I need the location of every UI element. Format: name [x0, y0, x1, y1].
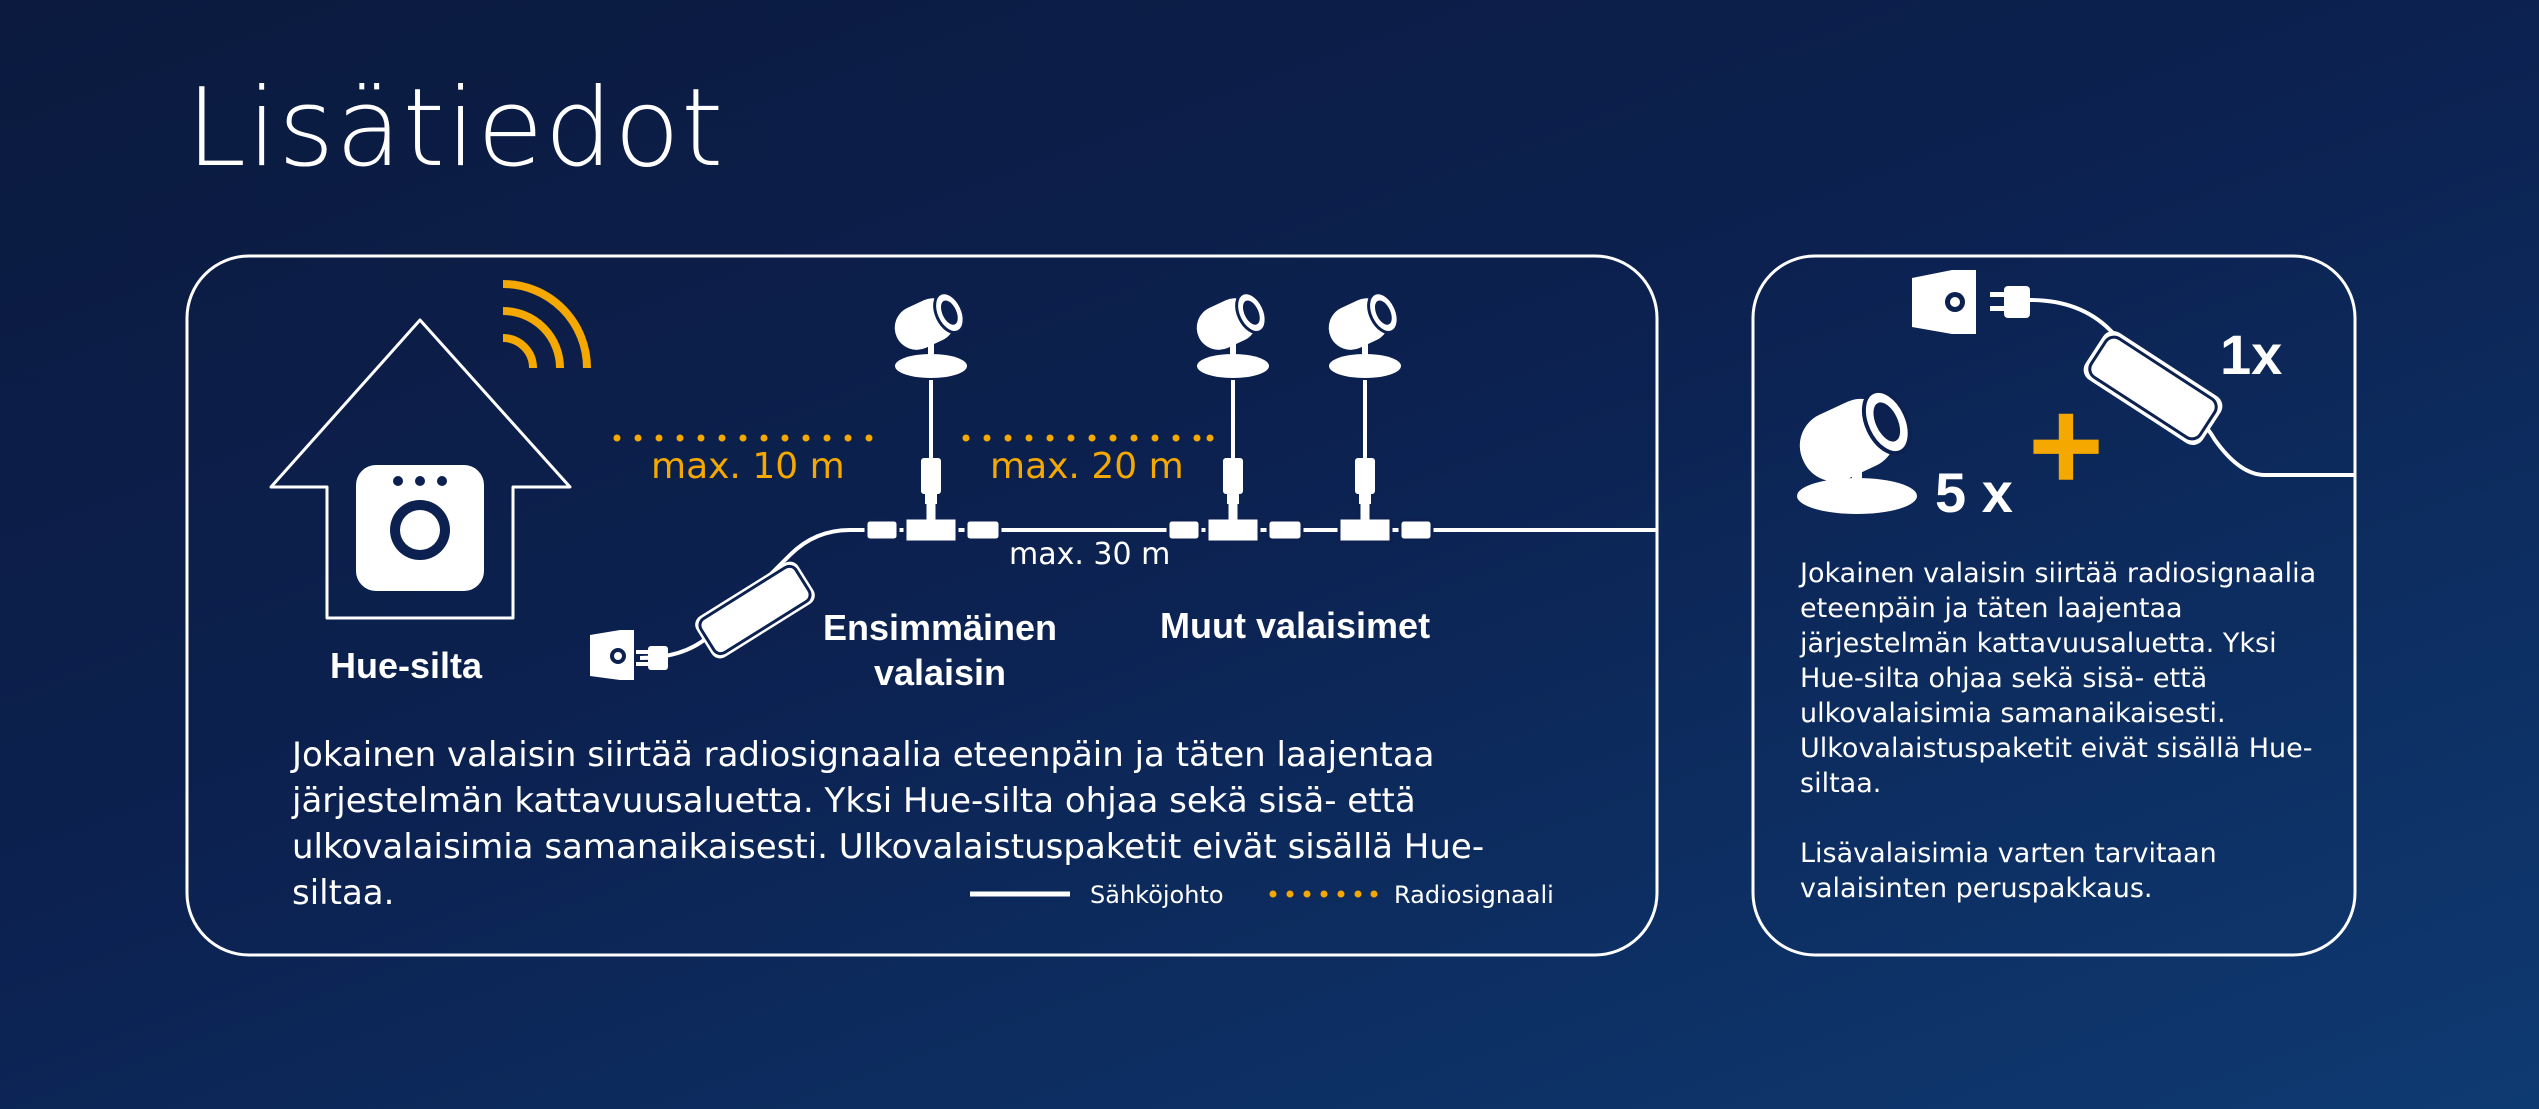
spotlight-icon	[1322, 287, 1405, 378]
range-bridge-label: max. 10 m	[651, 446, 845, 487]
spotlight-icon	[888, 287, 971, 378]
lights-count-label: 5 x	[1935, 461, 2013, 524]
diagram-description: Jokainen valaisin siirtää radiosignaalia eteenpäin ja täten laajentaa järjestelmän kattavuusaluetta. Yksi Hue-silta ohjaa sekä sisä- että ulkovalaisimia samanaikaisesti. Ulkovalaistuspaketit eivät sisällä Hue- siltaa.	[292, 735, 1485, 913]
wifi-signal-icon	[503, 284, 587, 368]
spotlight-icon	[1190, 287, 1273, 378]
other-lights-label: Muut valaisimet	[1160, 605, 1431, 646]
package-description: Jokainen valaisin siirtää radiosignaalia eteenpäin ja täten laajentaa järjestelmän kattavuusaluetta. Yksi Hue-silta ohjaa sekä sisä- että ulkovalaisimia samanaikaisesti. Ulkovalaistuspaketit eivät sisällä Hue- siltaa. Lisävalaisimia varten tarvitaan valaisinten peruspakkaus.	[1800, 558, 2317, 904]
legend-power-label: Sähköjohto	[1090, 881, 1224, 909]
legend-radio-label: Radiosignaali	[1394, 881, 1554, 909]
cable-length-label: max. 30 m	[1009, 537, 1171, 572]
plug-icon	[1990, 286, 2030, 318]
plus-sign: +	[2028, 372, 2104, 518]
hue-bridge-icon	[356, 465, 484, 591]
first-light-label: Ensimmäinen valaisin	[822, 607, 1058, 693]
page-title: Lisätiedot	[186, 66, 725, 191]
wall-socket-icon	[590, 630, 634, 680]
adapter-count-label: 1x	[2220, 323, 2283, 386]
spotlight-icon	[1789, 382, 1920, 514]
bridge-label: Hue-silta	[330, 645, 483, 686]
range-lights-label: max. 20 m	[990, 446, 1184, 487]
wall-socket-icon	[1912, 270, 1976, 334]
radio-signal-dots	[614, 435, 1214, 442]
